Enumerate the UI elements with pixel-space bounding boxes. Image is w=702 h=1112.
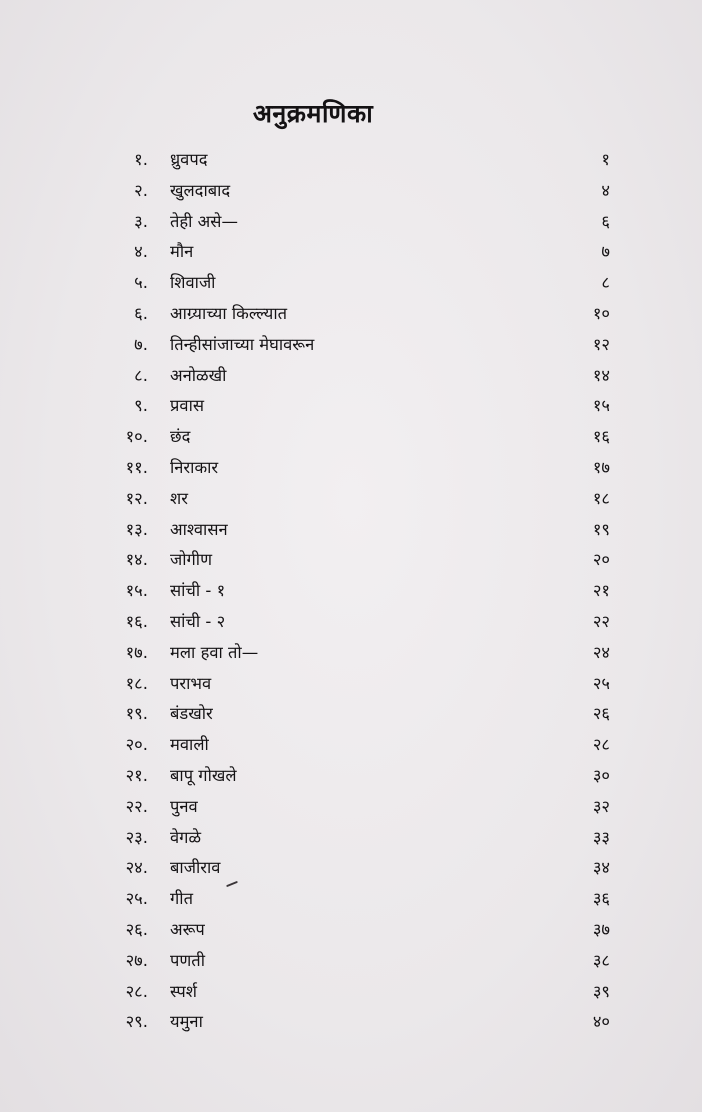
toc-entry: [0, 760, 702, 791]
entry-page-number: ४: [601, 180, 610, 200]
entry-number: १८.: [125, 673, 148, 693]
entry-page-number: १९: [592, 519, 610, 539]
entry-number: १२.: [125, 488, 148, 508]
entry-page-number: ३७: [592, 920, 610, 939]
entry-title: बंडखोर: [170, 704, 213, 724]
entry-number: १३.: [125, 519, 148, 539]
entry-number: ५.: [134, 273, 148, 293]
entry-number: २३.: [125, 827, 148, 847]
entry-title: पुनव: [170, 796, 198, 816]
entry-page-number: ३८: [592, 950, 610, 970]
table-of-contents: [0, 144, 702, 1044]
toc-entry: [0, 637, 702, 668]
entry-number: २६.: [125, 920, 148, 939]
entry-title: आश्वासन: [170, 519, 228, 539]
toc-entry: [0, 206, 702, 237]
toc-entry: [0, 144, 702, 175]
entry-page-number: ३०: [592, 766, 610, 785]
toc-entry: [0, 575, 702, 606]
entry-number: २४.: [125, 858, 148, 878]
entry-title: सांची - १: [170, 581, 226, 601]
entry-page-number: २५: [592, 673, 610, 693]
entry-page-number: १: [601, 150, 610, 169]
entry-number: ४.: [134, 242, 148, 262]
entry-page-number: ३४: [592, 858, 610, 878]
toc-entry: [0, 483, 702, 514]
entry-page-number: २८: [592, 735, 610, 755]
entry-title: वेगळे: [170, 827, 202, 847]
entry-number: १६.: [125, 612, 148, 631]
toc-entry: [0, 883, 702, 914]
entry-title: जोगीण: [170, 550, 213, 570]
entry-title: प्रवास: [170, 396, 204, 416]
entry-page-number: ३६: [592, 889, 610, 909]
entry-number: ९.: [134, 396, 148, 416]
entry-number: २.: [134, 180, 148, 200]
page-title: अनुक्रमणिका: [252, 99, 374, 128]
entry-title: तिन्हीसांजाच्या मेघावरून: [170, 334, 315, 354]
toc-entry: [0, 698, 702, 729]
entry-title: ध्रुवपद: [170, 150, 208, 169]
entry-title: स्पर्श: [170, 981, 198, 1001]
entry-page-number: २०: [592, 550, 610, 570]
entry-page-number: २६: [592, 704, 610, 724]
entry-title: यमुना: [170, 1012, 203, 1032]
entry-number: १५.: [125, 581, 148, 601]
entry-number: १९.: [125, 704, 148, 724]
toc-entry: [0, 945, 702, 976]
entry-number: १४.: [125, 550, 148, 570]
entry-page-number: ८: [601, 273, 610, 293]
entry-number: ३.: [134, 211, 148, 231]
entry-title: अनोळखी: [170, 365, 227, 385]
entry-number: ६.: [134, 304, 148, 323]
entry-title: मला हवा तो—: [170, 642, 259, 662]
entry-title: पणती: [170, 950, 205, 970]
entry-page-number: ४०: [592, 1012, 610, 1032]
entry-number: ७.: [134, 334, 148, 354]
entry-title: अरूप: [170, 920, 205, 939]
entry-title: बाजीराव: [170, 858, 221, 878]
entry-page-number: १०: [592, 304, 610, 323]
toc-entry: [0, 514, 702, 545]
toc-entry: [0, 668, 702, 699]
entry-page-number: २२: [592, 612, 610, 631]
entry-title: खुलदाबाद: [170, 180, 231, 200]
toc-entry: [0, 298, 702, 329]
entry-page-number: ३९: [592, 981, 610, 1001]
entry-page-number: २४: [592, 642, 610, 662]
entry-page-number: २१: [592, 581, 610, 601]
entry-page-number: १८: [592, 488, 610, 508]
toc-entry: [0, 236, 702, 267]
toc-entry: [0, 729, 702, 760]
entry-page-number: १४: [592, 365, 610, 385]
toc-entry: [0, 421, 702, 452]
entry-page-number: ७: [601, 242, 610, 262]
toc-entry: [0, 976, 702, 1007]
entry-title: तेही असे—: [170, 211, 238, 231]
entry-number: २९.: [125, 1012, 148, 1032]
entry-title: निराकार: [170, 458, 219, 477]
entry-title: सांची - २: [170, 612, 226, 631]
toc-entry: [0, 267, 702, 298]
entry-page-number: ६: [601, 211, 610, 231]
entry-page-number: १२: [592, 334, 610, 354]
entry-title: शर: [170, 488, 188, 508]
toc-entry: [0, 1006, 702, 1037]
toc-entry: [0, 544, 702, 575]
toc-entry: [0, 360, 702, 391]
toc-entry: [0, 606, 702, 637]
entry-number: २०.: [125, 735, 148, 755]
entry-page-number: ३३: [592, 827, 610, 847]
entry-number: ८.: [134, 365, 148, 385]
toc-entry: [0, 822, 702, 853]
entry-number: २८.: [125, 981, 148, 1001]
entry-number: २१.: [125, 766, 148, 785]
entry-title: पराभव: [170, 673, 212, 693]
entry-number: २७.: [125, 950, 148, 970]
entry-title: आग्र्याच्या किल्ल्यात: [170, 304, 288, 323]
entry-number: २२.: [125, 796, 148, 816]
entry-number: ११.: [125, 458, 148, 477]
toc-entry: [0, 175, 702, 206]
entry-page-number: १६: [592, 427, 610, 447]
toc-entry: [0, 852, 702, 883]
entry-title: गीत: [170, 889, 193, 909]
entry-page-number: ३२: [592, 796, 610, 816]
entry-page-number: १७: [592, 458, 610, 477]
toc-entry: [0, 390, 702, 421]
entry-number: १.: [134, 150, 148, 169]
entry-number: १७.: [125, 642, 148, 662]
entry-page-number: १५: [592, 396, 610, 416]
toc-entry: [0, 452, 702, 483]
entry-title: छंद: [170, 427, 191, 447]
entry-title: मवाली: [170, 735, 209, 755]
entry-title: शिवाजी: [170, 273, 216, 293]
toc-entry: [0, 914, 702, 945]
entry-number: १०.: [125, 427, 148, 447]
entry-title: बापू गोखले: [170, 766, 237, 785]
entry-number: २५.: [125, 889, 148, 909]
toc-entry: [0, 791, 702, 822]
toc-entry: [0, 329, 702, 360]
entry-title: मौन: [170, 242, 194, 262]
